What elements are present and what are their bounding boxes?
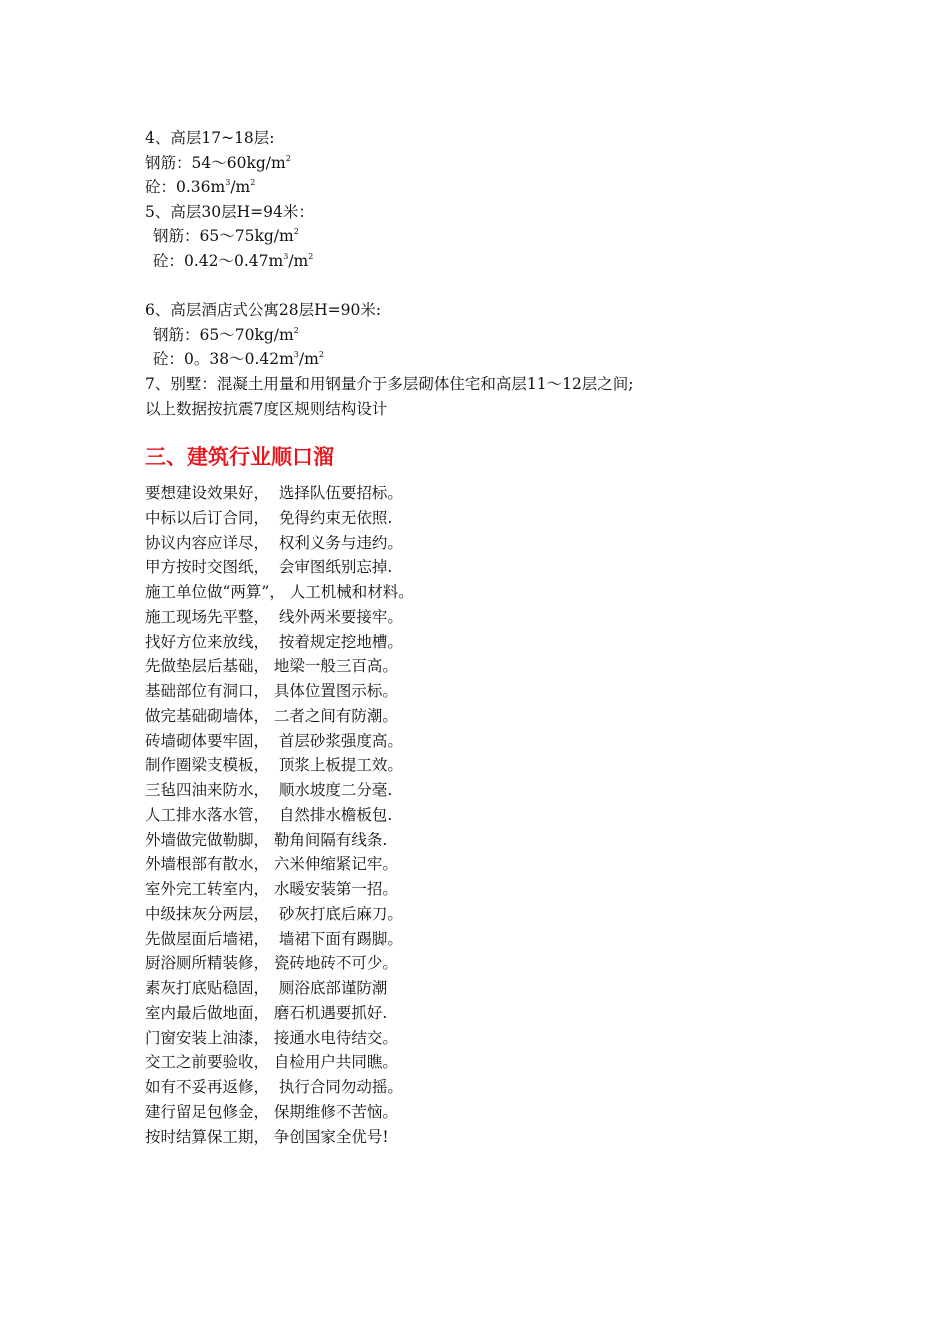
- verse-line: 厨浴厕所精装修， 瓷砖地砖不可少。: [145, 954, 398, 973]
- item5-steel: 钢筋：$65\sim 75kg/m^2$: [153, 227, 299, 246]
- verse-line: 中标以后订合同， 免得约束无依照.: [145, 508, 393, 527]
- verse-line: 交工之前要验收， 自检用户共同瞧。: [145, 1053, 398, 1072]
- verse-line: 协议内容应详尽， 权利义务与违约。: [145, 533, 403, 552]
- verse-line: 建行留足包修金， 保期维修不苦恼。: [145, 1102, 398, 1121]
- item6-steel: 钢筋：$65\sim 70kg/m^2$: [153, 325, 299, 344]
- item6-concrete: 砼：0。$38\sim 0.42m^3/m^2$: [153, 350, 324, 369]
- verse-line: 甲方按时交图纸， 会审图纸别忘掉.: [145, 558, 393, 577]
- item4-steel: 钢筋：$54\sim 60kg/m^2$: [145, 153, 291, 172]
- verse-line: 先做屋面后墙裙， 墙裙下面有踢脚。: [145, 929, 403, 948]
- verse-line: 人工排水落水管， 自然排水檐板包.: [145, 805, 393, 824]
- verse-line: 施工单位做“两算”， 人工机械和材料。: [145, 583, 414, 602]
- verse-line: 室内最后做地面， 磨石机遇要抓好.: [145, 1003, 388, 1022]
- verse-line: 制作圈梁支模板， 顶浆上板提工效。: [145, 756, 403, 775]
- verse-line: 外墙做完做勒脚， 勒角间隔有线条.: [145, 830, 388, 849]
- verse-list: [145, 481, 845, 1149]
- verse-line: 施工现场先平整， 线外两米要接牢。: [145, 607, 403, 626]
- item5-concrete: 砼：$0.42\sim 0.47m^3/m^2$: [153, 251, 314, 270]
- item4-concrete: 砼：$0.36m^3/m^2$: [145, 178, 256, 197]
- verse-line: 素灰打底贴稳固， 厕浴底部谨防潮: [145, 979, 388, 998]
- verse-line: 外墙根部有散水， 六米伸缩紧记牢。: [145, 855, 398, 874]
- item7-villa: 7、别墅：混凝土用量和用钢量介于多层砌体住宅和高层11～12层之间;: [145, 374, 634, 393]
- item6-title: 6、高层酒店式公寓28层H=90米:: [145, 301, 382, 320]
- verse-line: 先做垫层后基础， 地梁一般三百高。: [145, 657, 398, 676]
- item5-title: 5、高层30层H=94米：: [145, 202, 314, 221]
- verse-line: 做完基础砌墙体， 二者之间有防潮。: [145, 706, 398, 725]
- verse-line: 基础部位有洞口， 具体位置图示标。: [145, 682, 398, 701]
- seismic-note: 以上数据按抗震7度区规则结构设计: [145, 399, 388, 418]
- item4-title: 4、高层17~18层:: [145, 129, 275, 147]
- verse-line: 按时结算保工期， 争创国家全优号!: [145, 1127, 389, 1146]
- verse-line: 砖墙砌体要牢固， 首层砂浆强度高。: [145, 731, 403, 750]
- verse-line: 室外完工转室内， 水暖安装第一招。: [145, 880, 398, 899]
- section-heading: 三、建筑行业顺口溜: [145, 445, 334, 470]
- verse-line: 三毡四油来防水， 顺水坡度二分毫.: [145, 781, 393, 800]
- verse-line: 如有不妥再返修， 执行合同勿动摇。: [145, 1078, 403, 1097]
- blank-line: [145, 274, 845, 299]
- verse-line: 要想建设效果好， 选择队伍要招标。: [145, 484, 403, 503]
- document-page: [145, 126, 845, 1149]
- verse-line: 中级抹灰分两层， 砂灰打底后麻刀。: [145, 904, 403, 923]
- verse-line: 找好方位来放线， 按着规定挖地槽。: [145, 632, 403, 651]
- verse-line: 门窗安装上油漆， 接通水电待结交。: [145, 1028, 398, 1047]
